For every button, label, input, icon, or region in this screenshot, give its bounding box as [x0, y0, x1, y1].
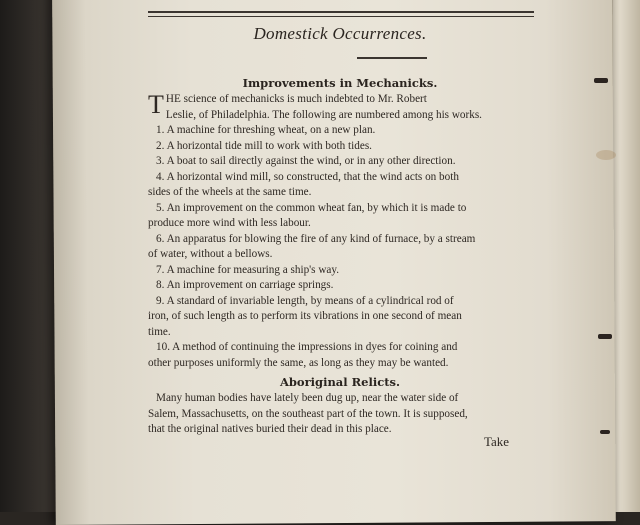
text-line: Leslie, of Philadelphia. The following are numbered among his works.: [165, 108, 482, 121]
text-line: Many human bodies have lately been dug up, near the water side of: [156, 392, 459, 404]
list-item: 5. An improvement on the common wheat fan, by which it is made to: [156, 201, 467, 214]
list-item: 8. An improvement on carriage springs.: [156, 279, 334, 291]
header-rule: [148, 11, 534, 17]
list-item: 10. A method of continuing the impressions in dyes for coining and: [156, 341, 458, 353]
relicts-article: [148, 391, 534, 438]
list-item-cont: time.: [148, 325, 171, 338]
list-item: 4. A horizontal wind mill, so constructed, that the wind acts on both: [156, 170, 459, 183]
mechanicks-article: [148, 92, 534, 371]
list-item: 1. A machine for threshing wheat, on a new plan.: [156, 124, 376, 136]
section-title-mechanicks: Improvements in Mechanicks.: [242, 76, 438, 90]
binding-stitch-mark: [594, 78, 608, 83]
header-underline: [357, 57, 427, 59]
catchword: Take: [484, 434, 510, 449]
list-item: 2. A horizontal tide mill to work with both tides.: [156, 139, 372, 152]
drop-cap: T: [148, 90, 164, 119]
list-item-cont: produce more wind with less labour.: [148, 217, 311, 229]
list-item-cont: iron, of such length as to perform its vibrations in one second of mean: [148, 310, 462, 322]
list-item: 3. A boat to sail directly against the wind, or in any other direction.: [156, 155, 456, 167]
list-item-cont: sides of the wheels at the same time.: [148, 186, 312, 198]
list-item: 7. A machine for measuring a ship's way.: [156, 263, 340, 276]
dark-background: [0, 0, 60, 512]
page-header: Domestick Occurrences.: [253, 24, 427, 43]
list-item-cont: of water, without a bellows.: [148, 248, 273, 260]
binding-stitch-mark: [598, 334, 612, 339]
text-line: Salem, Massachusetts, on the southeast part of the town. It is supposed,: [148, 407, 468, 420]
binding-stitch-mark: [600, 430, 610, 434]
text-line: that the original natives buried their dead in this place.: [148, 423, 392, 435]
text-line: HE science of mechanicks is much indebted to Mr. Robert: [165, 93, 427, 105]
list-item: 6. An apparatus for blowing the fire of any kind of furnace, by a stream: [156, 232, 476, 245]
section-title-relicts: Aboriginal Relicts.: [279, 375, 401, 389]
list-item-cont: other purposes uniformly the same, as long as they may be wanted.: [148, 356, 449, 369]
intro-paragraph: [148, 92, 534, 123]
list-item: 9. A standard of invariable length, by means of a cylindrical rod of: [156, 294, 454, 307]
